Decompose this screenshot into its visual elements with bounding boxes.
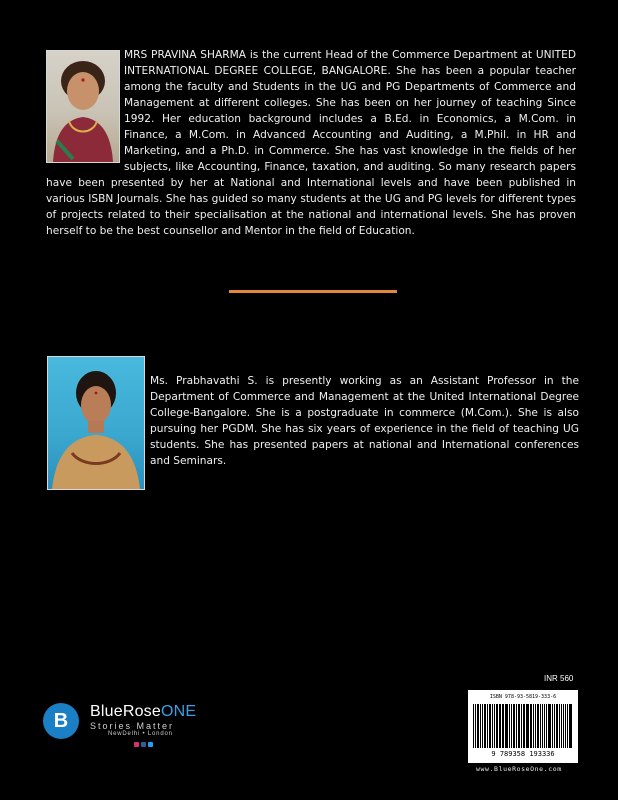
publisher-logo-letter: B: [53, 709, 69, 732]
barcode-bar: [544, 704, 546, 748]
barcode-bar: [511, 704, 512, 748]
social-icons: [134, 742, 153, 747]
barcode-bar: [487, 704, 488, 748]
barcode-bar: [473, 704, 474, 748]
barcode-bar: [535, 704, 536, 748]
author2-portrait-image: [48, 357, 144, 489]
price-label: INR 560: [544, 674, 574, 683]
author2-photo: [47, 356, 145, 490]
barcode-bars: [473, 704, 573, 748]
publisher-name-accent: ONE: [160, 703, 197, 720]
barcode-bar: [499, 704, 501, 748]
publisher-brand: [90, 703, 196, 731]
barcode-bar: [565, 704, 566, 748]
barcode-bar: [475, 704, 476, 748]
barcode-bar: [524, 704, 525, 748]
barcode-bar: [554, 704, 555, 748]
barcode-bar: [482, 704, 483, 748]
isbn-barcode: [468, 690, 578, 763]
barcode-bar: [518, 704, 520, 748]
twitter-icon: [148, 742, 153, 747]
barcode-bar: [477, 704, 479, 748]
barcode-bar: [492, 704, 493, 748]
barcode-bar: [552, 704, 553, 748]
barcode-bar: [567, 704, 568, 748]
publisher-name-main: BlueRose: [90, 703, 161, 720]
barcode-bar: [509, 704, 510, 748]
barcode-bar: [521, 704, 522, 748]
barcode-bar: [533, 704, 534, 748]
barcode-bar: [480, 704, 481, 748]
isbn-top-text: ISBN 978-93-5819-333-6: [489, 694, 557, 700]
barcode-bar: [537, 704, 539, 748]
publisher-website: www.BlueRoseOne.com: [476, 765, 562, 773]
barcode-bar: [569, 704, 572, 748]
barcode-bar: [561, 704, 562, 748]
barcode-bar: [540, 704, 541, 748]
barcode-bar: [559, 704, 560, 748]
barcode-bar: [494, 704, 495, 748]
author2-bio-text: Ms. Prabhavathi S. is presently working as an Assistant Professor in the Department of Commerce and Management at the United International Degree College-Bangalore. She is a postgraduate in commerce (M.Com.). She is also pursuing her PGDM. She has six years of experience in the field of teaching UG students. She has presented papers at national and International conferences and Seminars.: [150, 375, 579, 467]
publisher-name: [90, 703, 196, 721]
publisher-cities: NewDelhi • London: [108, 731, 173, 737]
section-divider: [229, 290, 397, 293]
barcode-bar: [542, 704, 543, 748]
publisher-tagline: Stories Matter: [90, 721, 175, 731]
barcode-bar: [530, 704, 532, 748]
barcode-bar: [503, 704, 504, 748]
instagram-icon: [134, 742, 139, 747]
barcode-bar: [484, 704, 487, 748]
barcode-bar: [489, 704, 491, 748]
barcode-bar: [563, 704, 565, 748]
isbn-number: 9 789358 193336: [491, 750, 555, 758]
author1-bio-block: [46, 47, 576, 239]
barcode-bar: [496, 704, 498, 748]
publisher-logo-icon: [43, 703, 79, 739]
barcode-bar: [526, 704, 529, 748]
barcode-bar: [502, 704, 503, 748]
photo-spacer: [46, 47, 124, 165]
barcode-bar: [505, 704, 508, 748]
barcode-bar: [523, 704, 524, 748]
author1-bio-text: MRS PRAVINA SHARMA is the current Head of the Commerce Department at UNITED INTERNATIONAL DEGREE COLLEGE, BANGALORE. She has been a popular teacher among the faculty and Students in the UG and PG Departments of Commerce and Management at different colleges. She has been on her journey of teaching Since 1992. Her education background includes a B.Ed. in Economics, a M.Com. in Finance, a M.Com. in Advanced Accounting and Auditing, a M.Phil. in HR and Marketing, and a Ph.D. in Commerce. She has vast knowledge in the fields of her subjects, like Accounting, Finance, taxation, and auditing. So many research papers have been presented by her at National and International levels and have been published in various ISBN Journals. She has guided so many students at the UG and PG levels for different types of projects related to their specialisation at the national and international levels. She has proven herself to be the best counsellor and Mentor in the field of Education.: [46, 49, 576, 237]
facebook-icon: [141, 742, 146, 747]
barcode-bar: [548, 704, 551, 748]
barcode-bar: [516, 704, 517, 748]
barcode-bar: [546, 704, 547, 748]
barcode-bar: [513, 704, 515, 748]
barcode-bar: [556, 704, 558, 748]
